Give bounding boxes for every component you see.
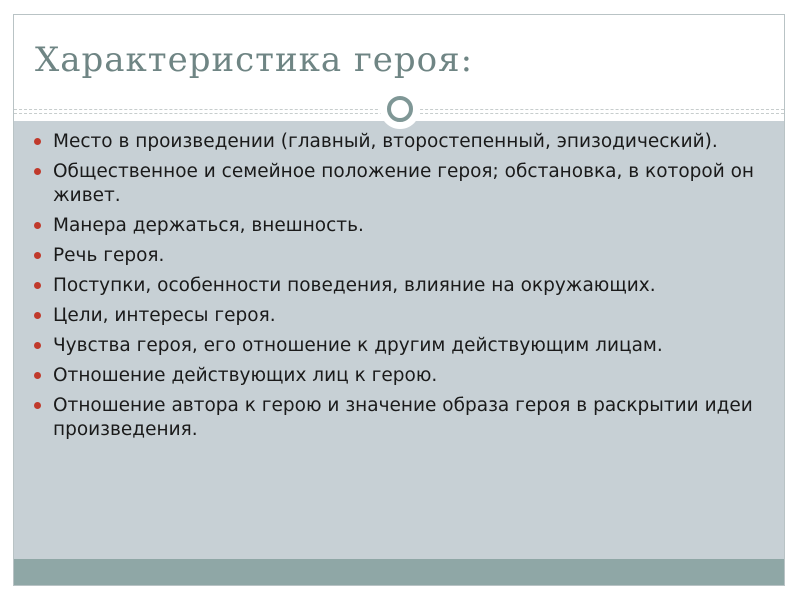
list-item-text: Общественное и семейное положение героя; обстановка, в которой он живет. (53, 161, 755, 206)
list-item-text: Отношение автора к герою и значение образа героя в раскрытии идеи произведения. (53, 395, 753, 440)
bullet-dot-icon (34, 168, 41, 175)
bullet-dot-icon (34, 282, 41, 289)
bullet-dot-icon (34, 222, 41, 229)
list-item-text: Поступки, особенности поведения, влияние на окружающих. (53, 275, 656, 296)
bullet-dot-icon (34, 342, 41, 349)
list-item (33, 274, 773, 298)
list-item (33, 304, 773, 328)
list-item (33, 130, 773, 154)
list-item (33, 334, 773, 358)
circle-ring-icon (380, 89, 420, 129)
list-item-text: Чувства героя, его отношение к другим действующим лицам. (53, 335, 663, 356)
list-item (33, 394, 773, 442)
list-item (33, 214, 773, 238)
list-item-text: Место в произведении (главный, второстепенный, эпизодический). (53, 131, 718, 152)
list-item-text: Отношение действующих лиц к герою. (53, 365, 438, 386)
bullet-dot-icon (34, 252, 41, 259)
list-item (33, 364, 773, 388)
bullet-dot-icon (34, 372, 41, 379)
footer-band (14, 559, 784, 585)
bullet-dot-icon (34, 402, 41, 409)
circle-ring-inner (387, 96, 413, 122)
list-item-text: Речь героя. (53, 245, 165, 266)
list-item-text: Цели, интересы героя. (53, 305, 276, 326)
list-item-text: Манера держаться, внешность. (53, 215, 364, 236)
bullet-dot-icon (34, 312, 41, 319)
bullet-list (33, 130, 773, 448)
list-item (33, 244, 773, 268)
bullet-dot-icon (34, 138, 41, 145)
slide-title: Характеристика героя: (35, 40, 474, 80)
list-item (33, 160, 773, 208)
